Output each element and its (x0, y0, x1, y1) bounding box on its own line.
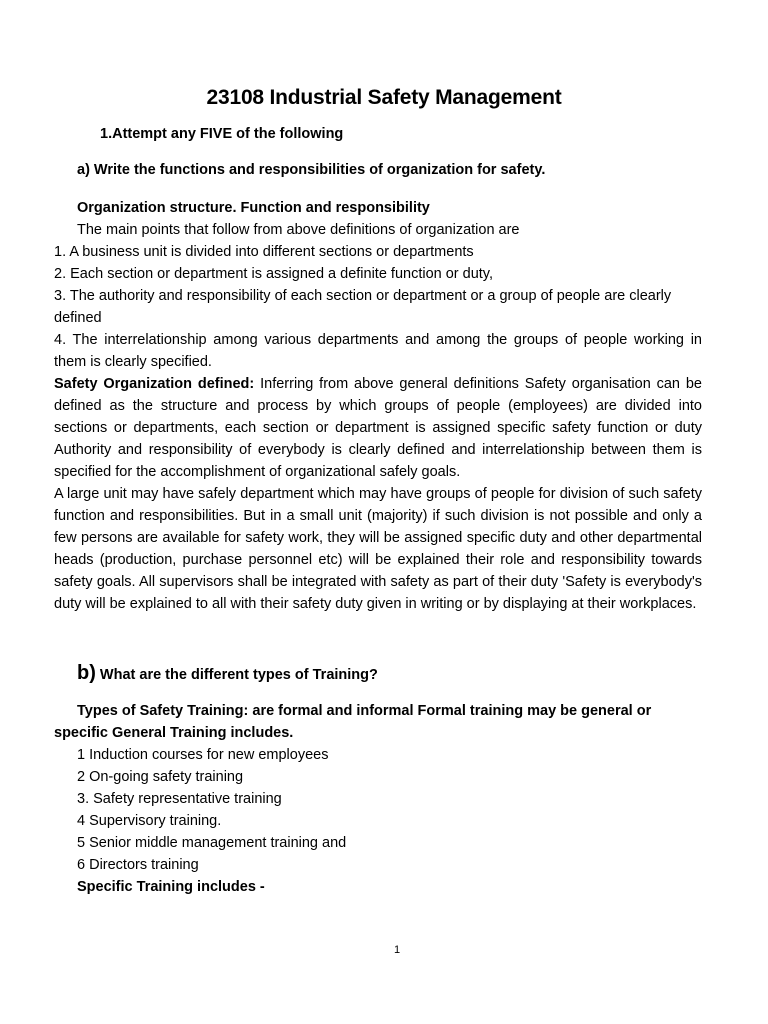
answer-b (54, 700, 702, 898)
question-b-text: What are the different types of Training? (99, 667, 378, 683)
training-types-text: Types of Safety Training: are formal and informal Formal training may be general or specific General Training includes. (54, 703, 652, 741)
training-item: 4 Supervisory training. (77, 813, 222, 829)
page-number: 1 (393, 944, 401, 956)
training-item: 3. Safety representative training (77, 791, 282, 807)
point-item: 1. A business unit is divided into different sections or departments (54, 244, 474, 260)
training-item: 2 On-going safety training (77, 769, 244, 785)
training-item: 1 Induction courses for new employees (77, 747, 329, 763)
question-header: 1.Attempt any FIVE of the following (100, 126, 344, 142)
safety-organization-definition (54, 373, 702, 483)
definition-text: Inferring from above general definitions Safety organisation can be defined as the structure and process by which groups of people (employees) are divided into sections or departments, each section or department is assigned specific safety function or duty Authority and responsibility of everybody is clearly defined and interrelationship between them is specified for the accomplishment of organizational safely goals. (54, 376, 702, 480)
question-a: a) Write the functions and responsibilities of organization for safety. (77, 162, 546, 178)
question-b-label: b) (77, 662, 96, 684)
answer-a (54, 197, 702, 615)
point-item: 4. The interrelationship among various departments and among the groups of people working in them is clearly specified. (54, 332, 702, 370)
point-item: 3. The authority and responsibility of each section or department or a group of people are clearly defined (54, 288, 672, 326)
large-unit-paragraph: A large unit may have safely department which may have groups of people for division of such safety function and responsibilities. But in a small unit (majority) if such division is not possible and only a few persons are available for safety work, they will be assigned specific duty and other departmental heads (production, purchase personnel etc) will be explained their role and responsibility towards safety goals. All supervisors shall be integrated with safety as part of their duty 'Safety is everybody's duty will be explained to all with their safety duty given in writing or by displaying at their workplaces. (54, 486, 702, 612)
document-title: 23108 Industrial Safety Management (206, 86, 562, 109)
specific-training-heading: Specific Training includes - (77, 879, 265, 895)
training-item: 5 Senior middle management training and (77, 835, 347, 851)
definition-label: Safety Organization defined: (54, 376, 255, 392)
point-item: 2. Each section or department is assigned a definite function or duty, (54, 266, 494, 282)
intro-text: The main points that follow from above definitions of organization are (77, 222, 520, 238)
question-b (77, 662, 378, 685)
section-heading: Organization structure. Function and responsibility (77, 200, 430, 216)
training-item: 6 Directors training (77, 857, 199, 873)
